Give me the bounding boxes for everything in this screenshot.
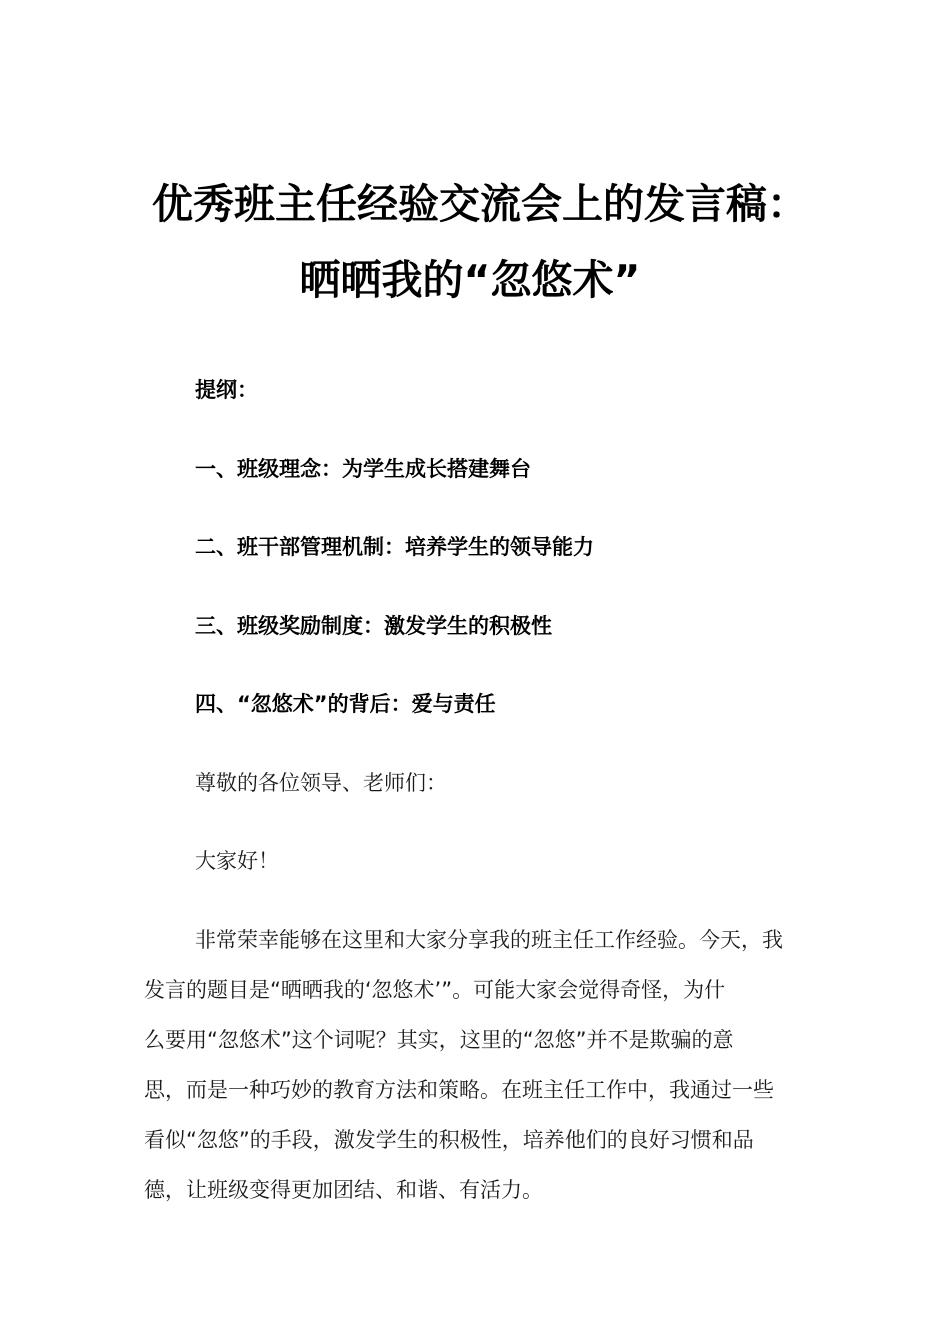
outline-item-3: 三、班级奖励制度：激发学生的积极性: [195, 614, 552, 638]
paragraph-line-5: 看似“忽悠”的手段，激发学生的积极性，培养他们的良好习惯和品: [144, 1128, 754, 1152]
outline-label: 提纲：: [195, 378, 258, 402]
paragraph-line-3: 么要用“忽悠术”这个词呢？其实，这里的“忽悠”并不是欺骗的意: [144, 1028, 734, 1052]
paragraph-line-1: 非常荣幸能够在这里和大家分享我的班主任工作经验。今天，我: [195, 928, 783, 952]
document-title-line-1: 优秀班主任经验交流会上的发言稿：: [152, 180, 808, 228]
paragraph-line-2: 发言的题目是“晒晒我的‘忽悠术’”。可能大家会觉得奇怪，为什: [144, 978, 726, 1002]
outline-item-1: 一、班级理念：为学生成长搭建舞台: [195, 457, 531, 481]
document-title-line-2: 晒晒我的“忽悠术”: [299, 256, 641, 304]
greeting: 大家好！: [195, 849, 279, 873]
salutation: 尊敬的各位领导、老师们：: [195, 771, 447, 795]
outline-item-2: 二、班干部管理机制：培养学生的领导能力: [195, 535, 594, 559]
paragraph-line-4: 思，而是一种巧妙的教育方法和策略。在班主任工作中，我通过一些: [144, 1078, 774, 1102]
paragraph-line-6: 德，让班级变得更加团结、和谐、有活力。: [144, 1178, 543, 1202]
outline-item-4: 四、“忽悠术”的背后：爱与责任: [195, 692, 496, 716]
